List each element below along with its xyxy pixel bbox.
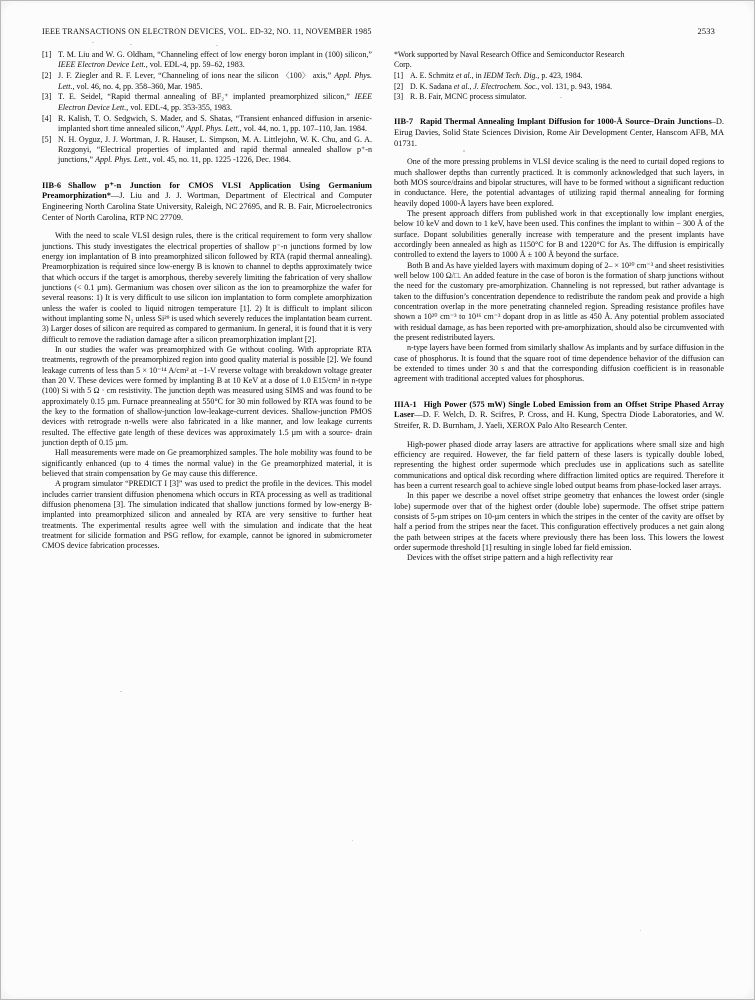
section-iib6-paragraph: Hall measurements were made on Ge preamorphized samples. The hole mobility was found to be significantly enhanced (up to 4 times the normal value) in the Ge preamorphized material, it is believed that strain compensation by Ge may cause this difference. [42, 448, 372, 479]
section-iib7-paragraph: Both B and As have yielded layers with maximum doping of 2– × 10²⁰ cm⁻³ and sheet resistivities well below 100 Ω/□. An added feature in the case of boron is the formation of sharp junctions without the need for the customary pre-amorphization. Channeling is not repressed, but rather advantage is taken to the diffusion’s concentration dependence to redistribute the random peak and provide a high concentration overlap in the more penetrating channeled region. Spreading resistance profiles have shown a 10²⁰ cm⁻³ to 10¹⁶ cm⁻³ dopant drop in as little as 450 Å. Any potential problem associated with residual damage, as has been reported with pre-amorphization, should also be circumvented with the present redistributed layers. [394, 260, 724, 343]
reference-number: [3] [42, 92, 52, 102]
footnote-reference-number: [1] [394, 71, 404, 81]
page-number: 2533 [697, 27, 715, 36]
reference-text-a: J. F. Ziegler and R. F. Lever, “Channeling of ions near the silicon 〈100〉 axis,” [58, 71, 335, 81]
section-iib6-code: IIB-6 [42, 180, 62, 190]
section-iib6-paragraph: A program simulator “PREDICT I [3]” was used to predict the profile in the devices. This model includes carrier transient diffusion phenomena which occurs in RTA processing as well as traditional diffusion phenomena [3]. The simulation indicated that shallow junctions formed by low-energy B-implanted into preamorphized silicon and annealed by RTA are very sensitive to further heat treatments. The experimental results agree well with the simulation and indicate that the heat treatment for silicide formation and PSG reflow, for example, cannot be ignored in submicrometer CMOS device fabrication processes. [42, 479, 372, 551]
section-iib6-paragraph: With the need to scale VLSI design rules, there is the critical requirement to form very shallow junctions. This study investigates the electrical properties of shallow p⁻-n junctions formed by low energy ion implantation of B into preamorphized silicon followed by RTA (rapid thermal annealing). Preamorphization is required since low-energy B is known to channel to depths approximately twice that which occurs if the target is amorphous, thereby severely limiting the fabrication of very shallow junctions (< 0.1 µm). Germanium was chosen over silicon as the ion to preamorphize the wafer for several reasons: 1) It is very difficult to use silicon ion implantation to form complete amorphization unless the wafer is cooled to liquid nitrogen temperature [1]. 2) It is difficult to implant silicon without implanting some N₂ unless Si²⁹ is used which severely reduces the implantation beam current. 3) Larger doses of silicon are required as compared to germanium. In general, it is found that it is very difficult to remove the radiation damage after a silicon preamorphization implant [2]. [42, 231, 372, 344]
reference-text-a: T. M. Liu and W. G. Oldham, “Channeling effect of low energy boron implant in (100) silicon,” [58, 50, 372, 59]
footnote-reference-item [394, 92, 724, 102]
reference-number: [2] [42, 71, 52, 81]
section-iib6-heading [42, 181, 372, 223]
reference-item [42, 114, 372, 135]
reference-item [42, 50, 372, 71]
reference-text-b: , vol. EDL-4, pp. 59–62, 1983. [145, 60, 245, 70]
section-iib7-paragraph: One of the more pressing problems in VLSI device scaling is the need to curtail doped regions to much shallower depths than currently practiced. It is commonly acknowledged that such layers, in both MOS source/drains and bipolar structures, will have to be formed without a significant reduction in conductance. Here, the potential advantages of utilizing rapid thermal annealing for forming heavily doped 1000-Å layers have been explored. [394, 157, 724, 208]
footnote-reference-journal: IEDM Tech. Dig. [483, 71, 538, 81]
footnote-funding-line-a: *Work supported by Naval Research Office and Semiconductor Research [394, 50, 625, 59]
footnote-reference-item [394, 71, 724, 81]
section-iiia1-code: IIIA-1 [394, 399, 417, 409]
right-column [394, 50, 724, 564]
reference-text-b: , vol. EDL-4, pp. 353-355, 1983. [126, 102, 233, 112]
running-head-title: IEEE TRANSACTIONS ON ELECTRON DEVICES, VOL. ED-32, NO. 11, NOVEMBER 1985 [42, 27, 372, 36]
reference-text-b: , vol. 46, no. 4, pp. 358–360, Mar. 1985. [72, 81, 203, 91]
reference-text-b: , vol. 44, no. 1, pp. 107–110, Jan. 1984. [239, 123, 368, 133]
footnote-reference-number: [3] [394, 92, 404, 102]
reference-journal: Appl. Phys. Lett. [95, 155, 149, 165]
reference-journal: IEEE Electron Device Lett. [58, 92, 372, 112]
section-iiia1-paragraph: High-power phased diode array lasers are attractive for applications where small size and high efficiency are required. However, the far field pattern of these lasers is typically double lobed, representing the highest order supermode which precludes use in applications such as satellite communications and optical disk recording where diffraction limited optics are required. Therefore it has been a current research goal to achieve single lobed output beams from phase-locked laser arrays. [394, 439, 724, 490]
reference-text-b: , vol. 45, no. 11, pp. 1225 -1226, Dec. 1984. [148, 155, 291, 165]
footnote-reference-text-c: , vol. 131, p. 943, 1984. [537, 81, 613, 91]
footnote-reference-text-b: , in [471, 71, 484, 81]
footnote-reference-text-a: D. K. Sadana [410, 81, 454, 91]
left-column [42, 50, 372, 552]
footnote-reference-item [394, 82, 724, 92]
footnote-block [394, 50, 724, 102]
section-iib7 [394, 117, 724, 384]
section-iib6-paragraph: In our studies the wafer was preamorphized with Ge without cooling. With appropriate RTA treatments, regrowth of the preamorphized region into good quality material is possible [2]. We found leakage currents of less than 5 × 10⁻¹⁴ A/cm² at −1-V reverse voltage with breakdown voltage greater than 20 V. These devices were formed by implanting B at 10 KeV at a dose of 1.0 E15/cm² in n-type (100) Si with 5 Ω · cm resistivity. The junction depth was measured using SIMS and was found to be approximately 0.15 µm. Furnace preannealing at 550°C for 30 min followed by RTA was found to be the key to the formation of shallow-junction low-leakage-current devices. Shallow-junction PMOS devices with retrograde n-wells were also fabricated in a like manner, and low leakage currents resulted. The effective gate length of these devices was approximately 1.5 µm with a source- drain junction depth of 0.15 µm. [42, 344, 372, 448]
footnote-reference-text-a: R. B. Fair, MCNC process simulator. [410, 92, 527, 102]
section-iib7-paragraph: The present approach differs from published work in that exceptionally low implant energies, below 10 keV and down to 1 keV, have been used. This confines the implant to within − 300 Å of the surface. Dopant solubilities generally increase with temperature and the present implants have accordingly been annealed as high as 1150°C for B and 1220°C for As. The diffusion is empirically controlled to extend the layers to 1000 Å ± 100 Å beyond the surface. [394, 208, 724, 260]
section-iiia1-heading [394, 400, 724, 432]
section-iib7-authors: –D. Eirug Davies, Solid State Sciences Division, Rome Air Development Center, Hanscom AFB, MA 01731. [394, 117, 724, 148]
reference-item [42, 71, 372, 92]
footnote-funding-line-b: Corp. [394, 60, 412, 70]
reference-number: [5] [42, 134, 52, 144]
scan-speckle [92, 42, 94, 43]
reference-text-a: R. Kalish, T. O. Sedgwich, S. Mader, and S. Shatas, “Transient enhanced diffusion in arsenic-implanted short time annealed silicon,” [58, 113, 372, 133]
section-iib7-heading [394, 117, 724, 149]
section-iiia1-paragraph: In this paper we describe a novel offset stripe geometry that enhances the lowest order (single lobe) supermode over that of the highest order (double lobe) supermode. The offset stripe pattern consists of 5-µm stripes on 10-µm centers in which the stripes in the center of the cavity are offset by half a period from the stripes near the facet. This configuration effectively produces a net gain along the path between stripes at the facets where previously there has been loss. This lowers the lowest order supermode threshold [1] resulting in single lobed far field emission. [394, 491, 724, 553]
reference-item [42, 92, 372, 113]
footnote-reference-text-b: , [469, 81, 474, 91]
section-iib6-authors: —J. Liu and J. J. Wortman, Department of Electrical and Computer Engineering North Carolina State University, Raleigh, NC 27695, and R. B. Fair, Microelectronics Center of North Carolina, RTP NC 27709. [42, 191, 372, 222]
footnote-reference-text-a: A. E. Schmitz [410, 71, 456, 81]
section-iiia1 [394, 400, 724, 564]
section-iib7-code: IIB-7 [394, 117, 414, 127]
footnote-funding [394, 50, 724, 70]
section-iiia1-title: High Power (575 mW) Single Lobed Emission from an Offset Stripe Phased Array Laser [394, 399, 724, 420]
footnote-reference-journal: J. Electrochem. Soc. [473, 81, 538, 91]
running-head [42, 27, 715, 39]
section-iiia1-paragraph: Devices with the offset stripe pattern and a high reflectivity rear [407, 553, 613, 563]
footnote-reference-etal: et al. [455, 71, 472, 81]
section-iib7-title: Rapid Thermal Annealing Implant Diffusion for 1000-Å Source–Drain Junctions [420, 117, 712, 127]
scan-speckle [352, 840, 353, 841]
section-iib6 [42, 181, 372, 552]
scan-speckle [216, 45, 218, 46]
scan-speckle [120, 691, 122, 692]
reference-number: [1] [42, 50, 52, 59]
footnote-reference-text-c: , p. 423, 1984. [537, 71, 583, 81]
reference-journal: IEEE Electron Device Lett. [58, 60, 146, 70]
section-iiia1-authors: —D. F. Welch, D. R. Scifres, P. Cross, and H. Kung, Spectra Diode Laboratories, and W. Streifer, R. D. Burnham, J. Yaeli, XEROX Palo Alto Research Center. [394, 410, 724, 430]
reference-text-a: T. E. Seidel, “Rapid thermal annealing of BF₂⁺ implanted preamorphized silicon,” [58, 92, 355, 102]
reference-list-left [42, 50, 372, 166]
section-iib6-title: Shallow p⁺-n Junction for CMOS VLSI Application Using Germanium Preamorphization* [42, 180, 372, 201]
footnote-reference-number: [2] [394, 81, 404, 91]
scan-speckle [130, 44, 132, 45]
reference-journal: Appl. Phys. Lett. [58, 71, 373, 91]
reference-text-a: N. H. Oyguz, J. J. Wortman, J. R. Hauser, L. Simpson, M. A. Littlejohn, W. K. Chu, and G. A. Rozgonyi, “Electrical properties of implanted and rapid thermal annealed shallow p⁺-n junctions,” [58, 134, 372, 165]
reference-item [42, 135, 372, 166]
section-iib7-paragraph: n-type layers have been formed from similarly shallow As implants and by surface diffusion in the case of phosphorus. It is found that the square root of time dependence behavior of the diffusion can be extended to times under 30 s and that the corresponding diffusion coefficient is in reasonable agreement with traditional accepted values for phosphorus. [394, 343, 724, 384]
footnote-reference-etal: et al. [453, 81, 470, 91]
reference-number: [4] [42, 113, 52, 123]
reference-journal: Appl. Phys. Lett. [186, 123, 240, 133]
scan-speckle [640, 930, 641, 931]
